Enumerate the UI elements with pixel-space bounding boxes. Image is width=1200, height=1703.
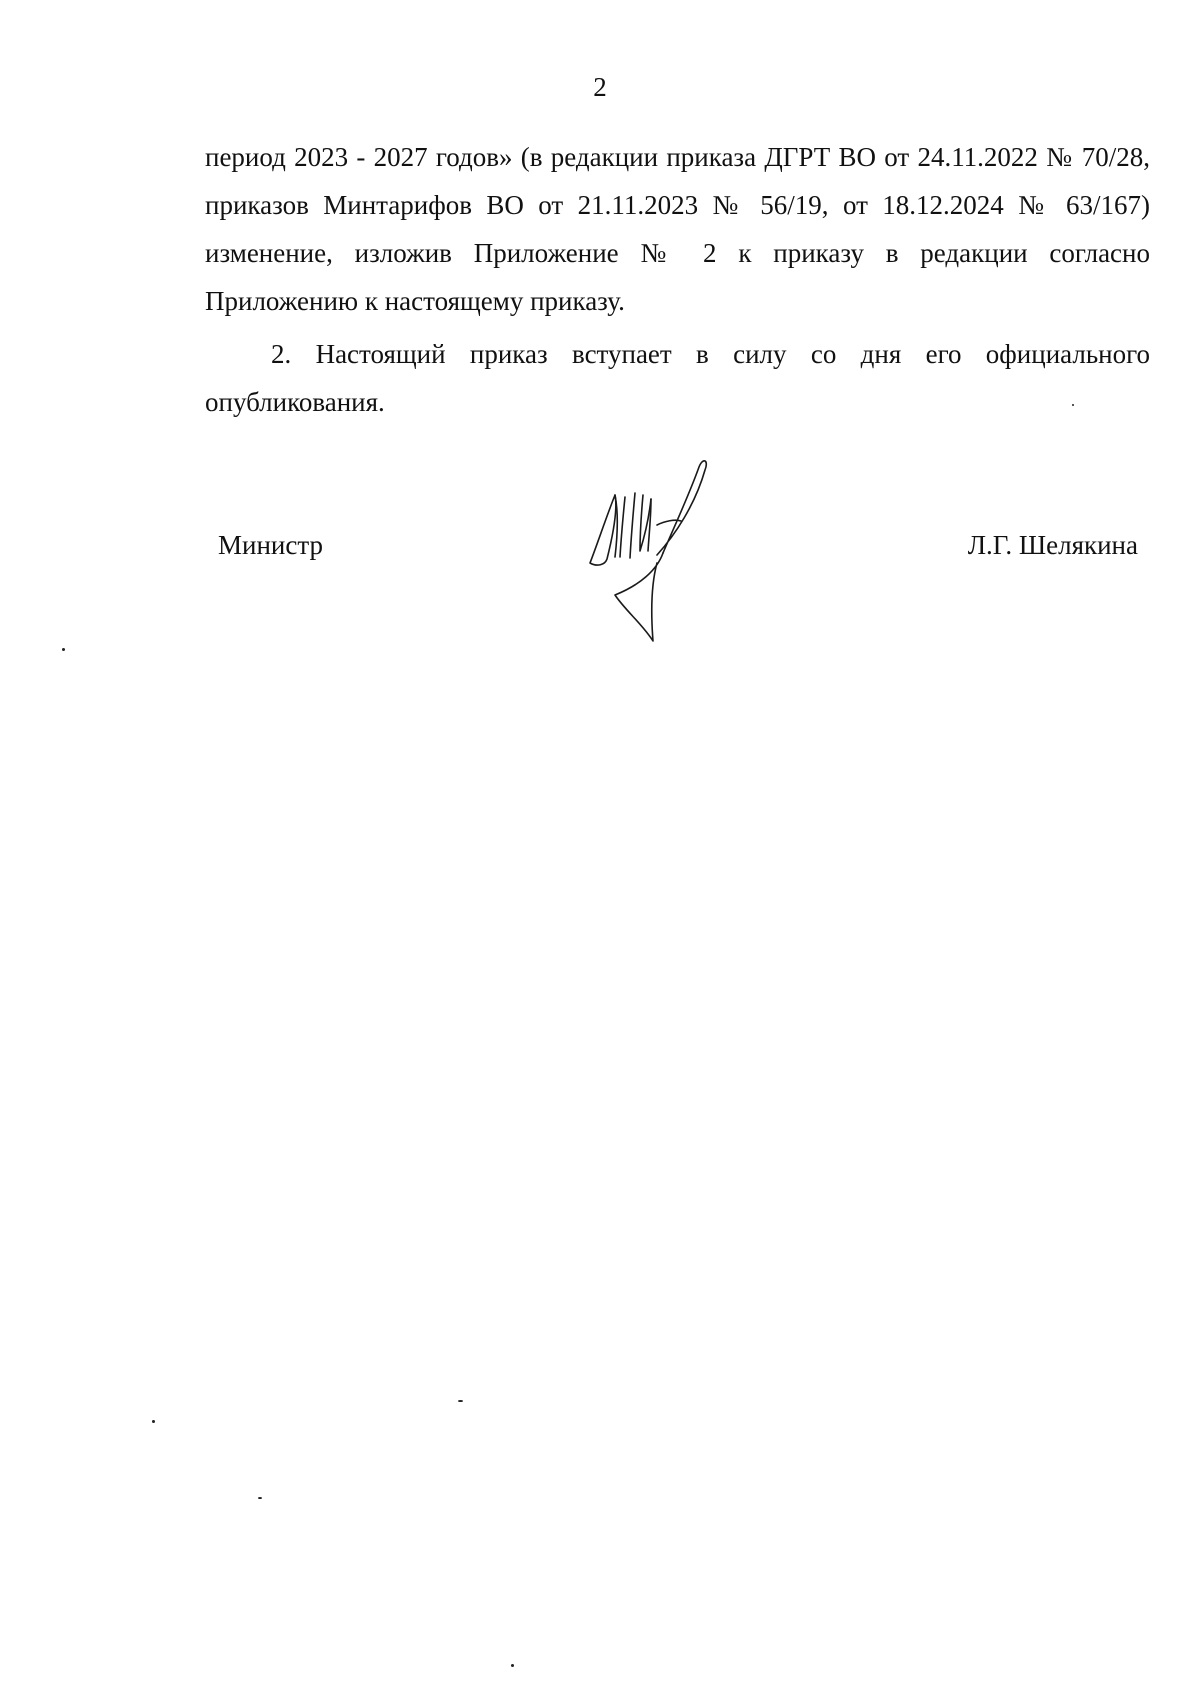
scan-speck — [258, 1497, 262, 1499]
document-body — [205, 133, 1150, 426]
paragraph-1: период 2023 - 2027 годов» (в редакции приказа ДГРТ ВО от 24.11.2022 № 70/28, приказов Минтарифов ВО от 21.11.2023 № 56/19, от 18.12.2024 № 63/167) изменение, изложив Приложение № 2 к приказу в редакции согласно Приложению к настоящему приказу. — [205, 142, 1150, 316]
scan-speck — [152, 1420, 155, 1423]
signatory-name: Л.Г. Шелякина — [967, 530, 1138, 560]
signature-icon — [585, 455, 735, 655]
scan-speck — [1072, 404, 1074, 406]
signatory-role: Министр — [218, 530, 323, 560]
page-number: 2 — [593, 72, 607, 102]
paragraph-2: 2. Настоящий приказ вступает в силу со дня его официального опубликования. — [205, 339, 1150, 417]
scan-speck — [458, 1400, 463, 1402]
scan-speck — [62, 648, 65, 651]
scan-speck — [511, 1664, 514, 1667]
